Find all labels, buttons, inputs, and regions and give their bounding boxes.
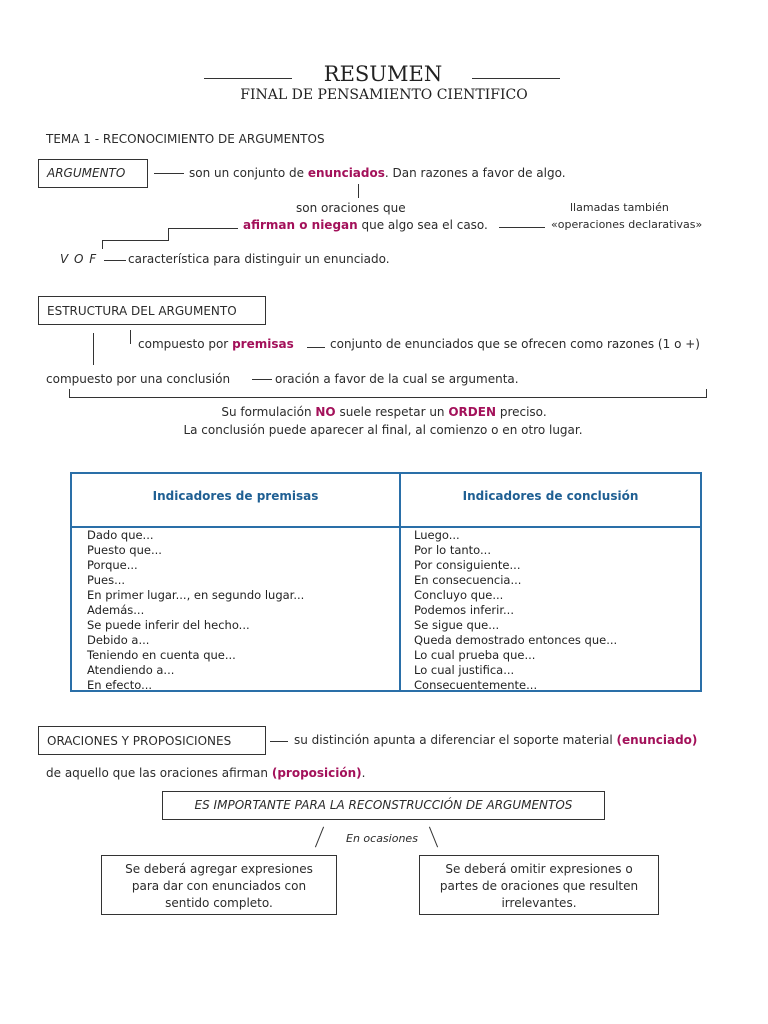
connector-line (154, 173, 184, 174)
oraciones-que: son oraciones que (296, 201, 406, 215)
connector-line (358, 184, 359, 198)
connector-line (252, 379, 272, 380)
indicator-item: Teniendo en cuenta que... (87, 648, 236, 662)
premisas-list (87, 528, 304, 693)
conclusion-text: compuesto por una conclusión (46, 372, 231, 386)
indicator-item: Pues... (87, 573, 126, 587)
indicator-item: Dado que... (87, 528, 154, 542)
table-divider (399, 474, 401, 690)
indicator-item: Podemos inferir... (414, 603, 514, 617)
en-ocasiones: En ocasiones (346, 832, 418, 845)
connector-line (499, 227, 545, 228)
connector-line (102, 240, 103, 249)
oraciones-text-line2: de aquello que las oraciones afirman (proposición). (46, 766, 366, 780)
omitir-text: Se deberá omitir expresiones o partes de oraciones que resulten irrelevantes. (439, 862, 639, 910)
indicator-item: Puesto que... (87, 543, 162, 557)
premisas-definition: conjunto de enunciados que se ofrecen como razones (1 o +) (330, 337, 700, 351)
indicator-item: Porque... (87, 558, 138, 572)
connector-line (168, 228, 169, 240)
connector-line (168, 228, 238, 229)
indicator-item: Se sigue que... (414, 618, 500, 632)
indicator-item: Lo cual justifica... (414, 663, 515, 677)
conclusion-definition: oración a favor de la cual se argumenta. (275, 372, 519, 386)
vof-text: característica para distinguir un enunciado. (128, 252, 390, 266)
page-title: RESUMEN (323, 62, 443, 86)
omitir-box (419, 855, 659, 915)
premisas-text: compuesto por premisas (138, 337, 294, 351)
conclusion-header: Indicadores de conclusión (401, 474, 700, 528)
indicator-item: Luego... (414, 528, 460, 542)
indicator-item: En consecuencia... (414, 573, 522, 587)
indicator-item: Queda demostrado entonces que... (414, 633, 618, 647)
argumento-box (38, 159, 148, 188)
estructura-label: ESTRUCTURA DEL ARGUMENTO (47, 304, 237, 318)
indicator-item: Además... (87, 603, 145, 617)
indicator-item: Lo cual prueba que... (414, 648, 536, 662)
connector-line (93, 333, 94, 365)
connector-line (130, 330, 131, 344)
indicator-item: Atendiendo a... (87, 663, 175, 677)
indicator-item: Por consiguiente... (414, 558, 521, 572)
premisas-header: Indicadores de premisas (72, 474, 399, 528)
connector-line (102, 240, 169, 241)
indicator-item: Debido a... (87, 633, 150, 647)
indicadores-table (70, 472, 702, 692)
oraciones-box (38, 726, 266, 755)
argumento-definition: son un conjunto de enunciados. Dan razones a favor de algo. (189, 166, 566, 180)
page-subtitle: FINAL DE PENSAMIENTO CIENTIFICO (240, 87, 528, 103)
bracket-line (69, 389, 70, 398)
indicator-item: Se puede inferir del hecho... (87, 618, 250, 632)
connector-line (307, 347, 325, 348)
diagonal-left (315, 827, 324, 848)
important-box (162, 791, 605, 820)
indicator-item: Por lo tanto... (414, 543, 491, 557)
tema-heading: TEMA 1 - RECONOCIMIENTO DE ARGUMENTOS (46, 132, 325, 146)
llamadas-tambien: llamadas también (570, 201, 669, 214)
bracket-line (69, 397, 706, 398)
connector-line (270, 741, 288, 742)
formulacion-note: Su formulación NO suele respetar un ORDEN preciso. (221, 405, 547, 419)
bracket-line (706, 389, 707, 398)
indicator-item: Consecuentemente... (414, 678, 538, 692)
oraciones-label: ORACIONES Y PROPOSICIONES (47, 734, 232, 748)
agregar-box (101, 855, 337, 915)
agregar-text: Se deberá agregar expresiones para dar con enunciados con sentido completo. (125, 862, 313, 910)
oraciones-text: su distinción apunta a diferenciar el soporte material (enunciado) (294, 733, 698, 747)
vof-label: V O F (60, 252, 98, 266)
important-label: ES IMPORTANTE PARA LA RECONSTRUCCIÓN DE ARGUMENTOS (194, 798, 573, 812)
argumento-label: ARGUMENTO (47, 166, 126, 180)
conclusion-list (414, 528, 617, 693)
estructura-box (38, 296, 266, 325)
afirman-niegan: afirman o niegan que algo sea el caso. (243, 218, 488, 232)
indicator-item: En primer lugar..., en segundo lugar... (87, 588, 305, 602)
diagonal-right (429, 827, 438, 848)
operaciones-declarativas: «operaciones declarativas» (551, 218, 703, 231)
indicator-item: En efecto... (87, 678, 153, 692)
connector-line (104, 260, 126, 261)
conclusion-note: La conclusión puede aparecer al final, al comienzo o en otro lugar. (183, 423, 583, 437)
indicator-item: Concluyo que... (414, 588, 504, 602)
